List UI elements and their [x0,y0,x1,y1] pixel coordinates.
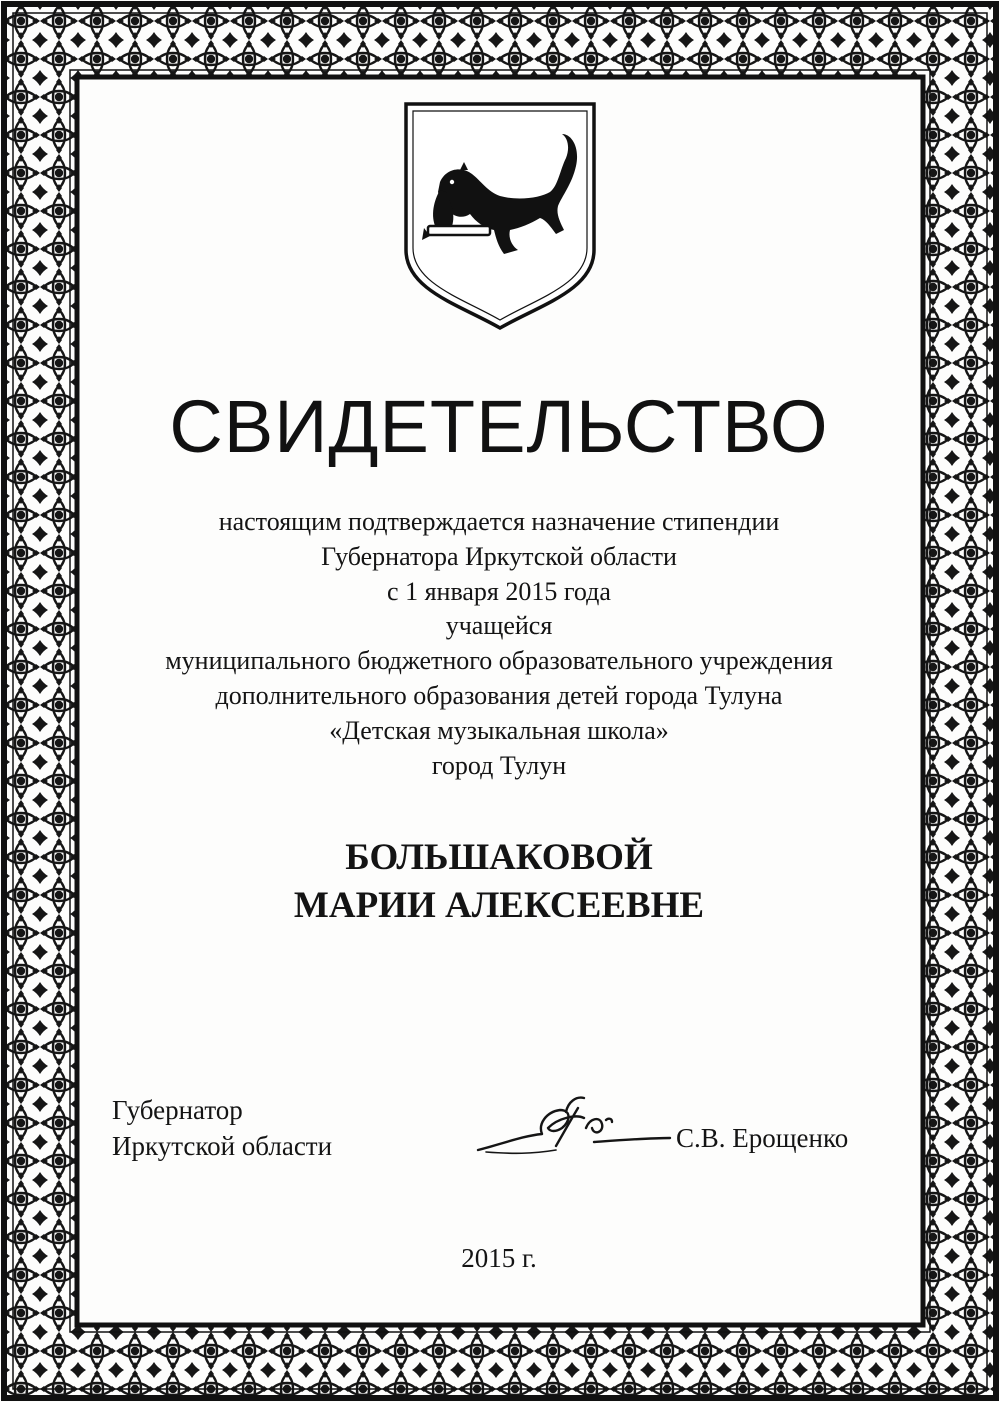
body-line: настоящим подтверждается назначение стипендии [218,507,780,536]
body-line: муниципального бюджетного образовательного учреждения [165,646,833,676]
certificate-title: СВИДЕТЕЛЬСТВО [169,385,829,468]
certificate-body [78,505,920,783]
signatory-role-line: Иркутской области [112,1131,333,1161]
body-line: учащейся [445,611,553,641]
recipient-surname: БОЛЬШАКОВОЙ [345,837,653,878]
signatory-role [112,1092,332,1164]
issue-year: 2015 г. [461,1243,537,1273]
coat-of-arms-icon [400,100,600,332]
body-line: город Тулун [431,750,567,780]
body-line: с 1 января 2015 года [387,576,611,606]
body-line: «Детская музыкальная школа» [329,715,669,745]
signatory-role-line: Губернатор [112,1095,243,1125]
body-line: Губернатора Иркутской области [321,541,677,571]
recipient-name [78,834,920,930]
recipient-given-names: МАРИИ АЛЕКСЕЕВНЕ [293,885,705,926]
signatory-name: С.В. Ерощенко [676,1123,849,1153]
handwritten-signature [472,1088,672,1172]
body-line: дополнительного образования детей города Тулуна [215,680,783,710]
